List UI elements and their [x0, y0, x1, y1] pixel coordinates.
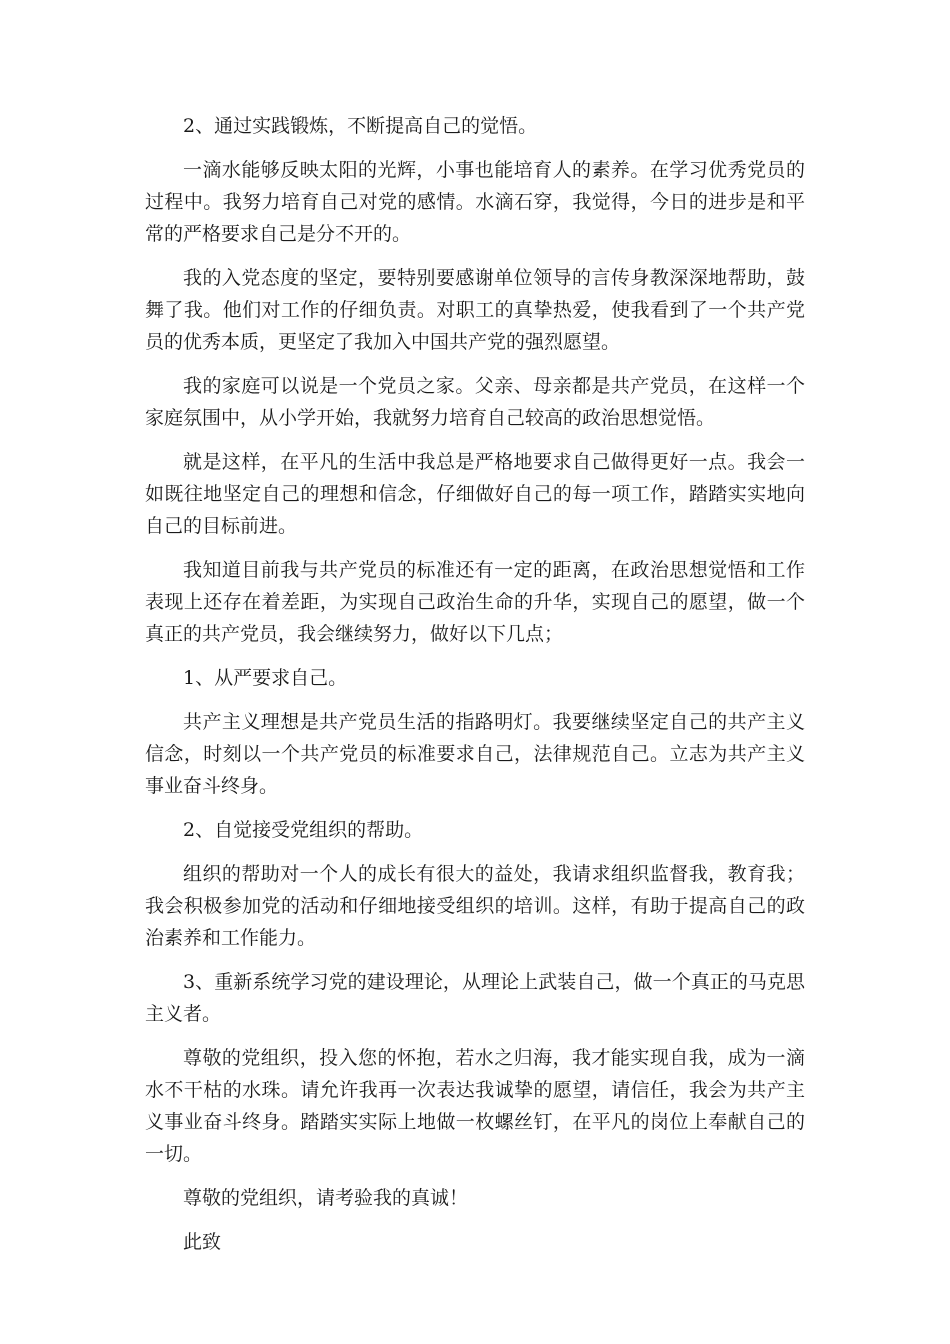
paragraph-closing-pledge: 尊敬的党组织，投入您的怀抱，若水之归海，我才能实现自我，成为一滴水不干枯的水珠。请允许我再一次表达我诚挚的愿望，请信任，我会为共产主义事业奋斗终身。踏踏实实际上地做一枚螺丝钉，在平凡的岗位上奉献自己的一切。 — [145, 1047, 805, 1165]
paragraph-point-2-body: 组织的帮助对一个人的成长有很大的益处，我请求组织监督我，教育我；我会积极参加党的活动和仔细地接受组织的培训。这样，有助于提高自己的政治素养和工作能力。 — [145, 863, 805, 949]
paragraph-water-drop: 一滴水能够反映太阳的光辉，小事也能培育人的素养。在学习优秀党员的过程中。我努力培育自己对党的感情。水滴石穿，我觉得，今日的进步是和平常的严格要求自己是分不开的。 — [145, 159, 805, 245]
paragraph-attitude: 我的入党态度的坚定，要特别要感谢单位领导的言传身教深深地帮助，鼓舞了我。他们对工作的仔细负责。对职工的真挚热爱，使我看到了一个共产党员的优秀本质，更坚定了我加入中国共产党的强烈愿望。 — [145, 267, 805, 353]
paragraph-point-1-heading: 1、从严要求自己。 — [183, 667, 348, 689]
paragraph-gap: 我知道目前我与共产党员的标准还有一定的距离，在政治思想觉悟和工作表现上还存在着差距，为实现自己政治生命的升华，实现自己的愿望，做一个真正的共产党员，我会继续努力，做好以下几点； — [145, 559, 805, 645]
paragraph-family: 我的家庭可以说是一个党员之家。父亲、母亲都是共产党员，在这样一个家庭氛围中，从小学开始，我就努力培育自己较高的政治思想觉悟。 — [145, 375, 805, 429]
paragraph-salutation: 此致 — [183, 1231, 222, 1253]
paragraph-heading-2-practice: 2、通过实践锻炼，不断提高自己的觉悟。 — [183, 115, 538, 137]
paragraph-daily-life: 就是这样，在平凡的生活中我总是严格地要求自己做得更好一点。我会一如既往地坚定自己的理想和信念，仔细做好自己的每一项工作，踏踏实实地向自己的目标前进。 — [145, 451, 805, 537]
paragraph-point-1-body: 共产主义理想是共产党员生活的指路明灯。我要继续坚定自己的共产主义信念，时刻以一个共产党员的标准要求自己，法律规范自己。立志为共产主义事业奋斗终身。 — [145, 711, 805, 797]
paragraph-closing-request: 尊敬的党组织，请考验我的真诚！ — [183, 1187, 469, 1209]
paragraph-point-2-heading: 2、自觉接受党组织的帮助。 — [183, 819, 424, 841]
paragraph-point-3: 3、重新系统学习党的建设理论，从理论上武装自己，做一个真正的马克思主义者。 — [145, 971, 805, 1025]
document-body — [145, 110, 805, 1270]
